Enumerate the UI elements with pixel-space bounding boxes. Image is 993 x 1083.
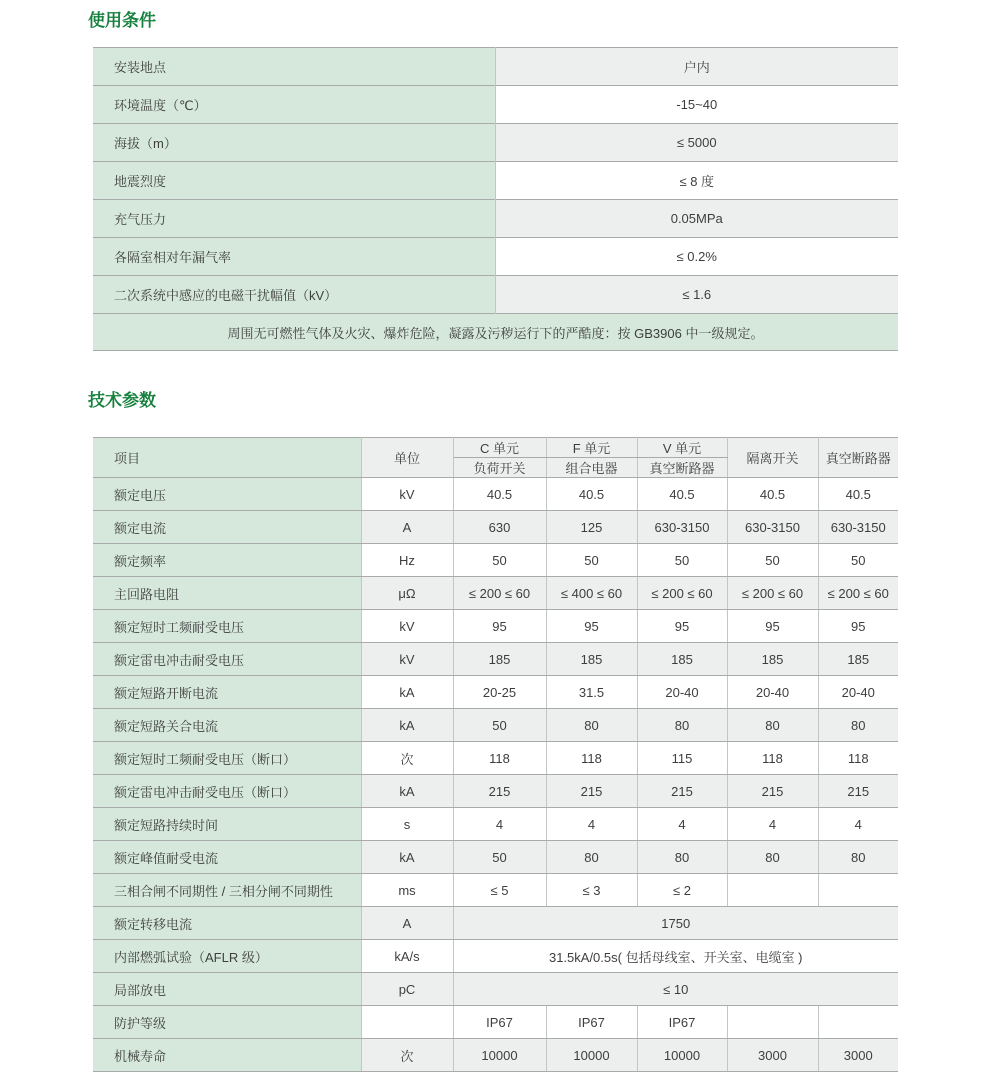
tech-param-value: 80 [637,841,727,874]
tech-params-body [93,478,898,1072]
tech-param-label: 额定短路关合电流 [93,709,361,742]
tech-param-span-value: ≤ 10 [453,973,898,1006]
usage-conditions-body [93,48,898,314]
tech-param-unit: pC [361,973,453,1006]
tech-param-row [93,544,898,577]
tech-param-value: 95 [546,610,637,643]
tech-param-row [93,742,898,775]
tech-header-unit: 单位 [361,438,453,478]
usage-row-value: ≤ 8 度 [495,162,898,200]
tech-param-unit: kA [361,841,453,874]
tech-param-value [818,874,898,907]
tech-param-unit: kA [361,709,453,742]
tech-param-value: 10000 [546,1039,637,1072]
tech-param-label: 额定短路持续时间 [93,808,361,841]
tech-param-row [93,907,898,940]
tech-param-label: 机械寿命 [93,1039,361,1072]
tech-param-value: 95 [727,610,818,643]
tech-param-unit: kA [361,676,453,709]
usage-row [93,276,898,314]
tech-param-unit: kA/s [361,940,453,973]
usage-row-label: 海拔（m） [93,124,495,162]
tech-header-item: 项目 [93,438,361,478]
tech-param-label: 局部放电 [93,973,361,1006]
tech-param-unit: μΩ [361,577,453,610]
tech-param-value: 50 [453,544,546,577]
usage-row-value: -15~40 [495,86,898,124]
tech-header-isolating-switch: 隔离开关 [727,438,818,478]
tech-param-value: 80 [818,709,898,742]
tech-param-row [93,808,898,841]
tech-param-row [93,709,898,742]
tech-header-vacuum-breaker: 真空断路器 [818,438,898,478]
tech-param-value: 630-3150 [637,511,727,544]
tech-param-value: 95 [453,610,546,643]
usage-row [93,200,898,238]
tech-header-f-unit: F 单元 [546,438,637,458]
tech-param-value: 50 [546,544,637,577]
tech-header-row-top [93,438,898,458]
tech-param-label: 额定电压 [93,478,361,511]
usage-row [93,124,898,162]
tech-param-value: 215 [637,775,727,808]
tech-param-value: 95 [818,610,898,643]
tech-param-row [93,874,898,907]
tech-param-value: 50 [727,544,818,577]
tech-param-value: 20-25 [453,676,546,709]
tech-param-value: 80 [546,709,637,742]
tech-param-unit: 次 [361,742,453,775]
tech-param-label: 防护等级 [93,1006,361,1039]
tech-param-value: 50 [453,709,546,742]
tech-param-unit [361,1006,453,1039]
tech-param-value: 31.5 [546,676,637,709]
tech-param-row [93,775,898,808]
tech-param-value: IP67 [637,1006,727,1039]
tech-param-value: 118 [818,742,898,775]
tech-params-table [93,437,898,1072]
tech-param-row [93,973,898,1006]
tech-param-unit: Hz [361,544,453,577]
tech-param-unit: A [361,511,453,544]
tech-param-value: 95 [637,610,727,643]
tech-param-value [727,874,818,907]
tech-param-value: 215 [818,775,898,808]
tech-param-value: 3000 [818,1039,898,1072]
usage-row-label: 安装地点 [93,48,495,86]
tech-param-value: 215 [546,775,637,808]
tech-param-row [93,511,898,544]
tech-param-value: 185 [818,643,898,676]
usage-row-label: 各隔室相对年漏气率 [93,238,495,276]
tech-param-value: 185 [637,643,727,676]
tech-param-value: 20-40 [818,676,898,709]
tech-param-label: 额定雷电冲击耐受电压 [93,643,361,676]
tech-param-value [818,1006,898,1039]
tech-header-f-sub: 组合电器 [546,458,637,478]
tech-param-value: 215 [453,775,546,808]
tech-param-row [93,1006,898,1039]
tech-param-label: 额定频率 [93,544,361,577]
tech-param-value: 118 [453,742,546,775]
tech-param-value: 20-40 [727,676,818,709]
tech-param-row [93,478,898,511]
tech-param-value: 185 [546,643,637,676]
usage-row [93,86,898,124]
tech-param-value: 125 [546,511,637,544]
tech-param-value: 118 [546,742,637,775]
usage-row-value: ≤ 0.2% [495,238,898,276]
tech-param-value: 40.5 [453,478,546,511]
usage-conditions-title: 使用条件 [88,11,156,30]
tech-param-value: ≤ 3 [546,874,637,907]
tech-param-label: 三相合闸不同期性 / 三相分闸不同期性 [93,874,361,907]
tech-param-value: 3000 [727,1039,818,1072]
tech-param-value: 80 [637,709,727,742]
tech-param-value: 10000 [637,1039,727,1072]
tech-param-unit: kV [361,610,453,643]
tech-param-value: 20-40 [637,676,727,709]
usage-conditions-table [93,47,898,351]
tech-param-value: 4 [453,808,546,841]
tech-param-value: ≤ 200 ≤ 60 [453,577,546,610]
tech-param-value: IP67 [546,1006,637,1039]
tech-param-value: 630 [453,511,546,544]
tech-param-value: 215 [727,775,818,808]
tech-param-value: ≤ 200 ≤ 60 [637,577,727,610]
tech-param-unit: kA [361,775,453,808]
usage-row [93,162,898,200]
usage-row-label: 充气压力 [93,200,495,238]
tech-param-label: 内部燃弧试验（AFLR 级） [93,940,361,973]
tech-param-unit: s [361,808,453,841]
usage-row [93,238,898,276]
tech-param-value: ≤ 5 [453,874,546,907]
tech-param-unit: kV [361,643,453,676]
tech-param-value: 185 [727,643,818,676]
tech-param-value: IP67 [453,1006,546,1039]
tech-param-label: 主回路电阻 [93,577,361,610]
tech-param-value: ≤ 200 ≤ 60 [818,577,898,610]
tech-param-value: 80 [727,709,818,742]
usage-row-label: 二次系统中感应的电磁干扰幅值（kV） [93,276,495,314]
tech-param-value: 40.5 [546,478,637,511]
tech-param-label: 额定雷电冲击耐受电压（断口） [93,775,361,808]
tech-param-value: 185 [453,643,546,676]
usage-row-value: 0.05MPa [495,200,898,238]
tech-param-value: 4 [818,808,898,841]
tech-param-unit: kV [361,478,453,511]
tech-param-row [93,1039,898,1072]
tech-param-value: 118 [727,742,818,775]
tech-param-unit: 次 [361,1039,453,1072]
tech-param-label: 额定峰值耐受电流 [93,841,361,874]
tech-header-c-sub: 负荷开关 [453,458,546,478]
usage-note-row [93,314,898,351]
tech-param-value: 80 [546,841,637,874]
usage-row-value: ≤ 5000 [495,124,898,162]
tech-param-unit: ms [361,874,453,907]
tech-param-value: 40.5 [727,478,818,511]
tech-param-row [93,643,898,676]
usage-note-text: 周围无可燃性气体及火灾、爆炸危险，凝露及污秽运行下的严酷度：按 GB3906 中一级规定。 [93,314,898,351]
tech-param-value: 10000 [453,1039,546,1072]
usage-row [93,48,898,86]
tech-param-label: 额定电流 [93,511,361,544]
tech-header-v-sub: 真空断路器 [637,458,727,478]
tech-param-value: 50 [818,544,898,577]
tech-header-v-unit: V 单元 [637,438,727,458]
tech-param-row [93,940,898,973]
tech-param-value: 80 [727,841,818,874]
tech-param-value: ≤ 400 ≤ 60 [546,577,637,610]
tech-param-value [727,1006,818,1039]
tech-param-span-value: 31.5kA/0.5s( 包括母线室、开关室、电缆室 ) [453,940,898,973]
tech-param-value: ≤ 200 ≤ 60 [727,577,818,610]
tech-param-row [93,676,898,709]
usage-row-value: 户内 [495,48,898,86]
usage-row-label: 环境温度（℃） [93,86,495,124]
tech-param-value: ≤ 2 [637,874,727,907]
usage-row-value: ≤ 1.6 [495,276,898,314]
tech-param-value: 40.5 [637,478,727,511]
tech-params-title: 技术参数 [88,391,156,410]
tech-param-label: 额定转移电流 [93,907,361,940]
tech-param-value: 630-3150 [727,511,818,544]
tech-param-label: 额定短路开断电流 [93,676,361,709]
tech-params-header [93,438,898,478]
tech-param-value: 4 [637,808,727,841]
tech-param-row [93,577,898,610]
tech-param-row [93,841,898,874]
tech-param-unit: A [361,907,453,940]
tech-param-value: 4 [727,808,818,841]
tech-param-value: 50 [453,841,546,874]
tech-param-value: 4 [546,808,637,841]
tech-param-value: 115 [637,742,727,775]
tech-param-value: 630-3150 [818,511,898,544]
tech-param-value: 50 [637,544,727,577]
tech-header-c-unit: C 单元 [453,438,546,458]
tech-param-label: 额定短时工频耐受电压（断口） [93,742,361,775]
tech-param-row [93,610,898,643]
tech-param-label: 额定短时工频耐受电压 [93,610,361,643]
tech-param-span-value: 1750 [453,907,898,940]
tech-param-value: 80 [818,841,898,874]
tech-param-value: 40.5 [818,478,898,511]
usage-row-label: 地震烈度 [93,162,495,200]
